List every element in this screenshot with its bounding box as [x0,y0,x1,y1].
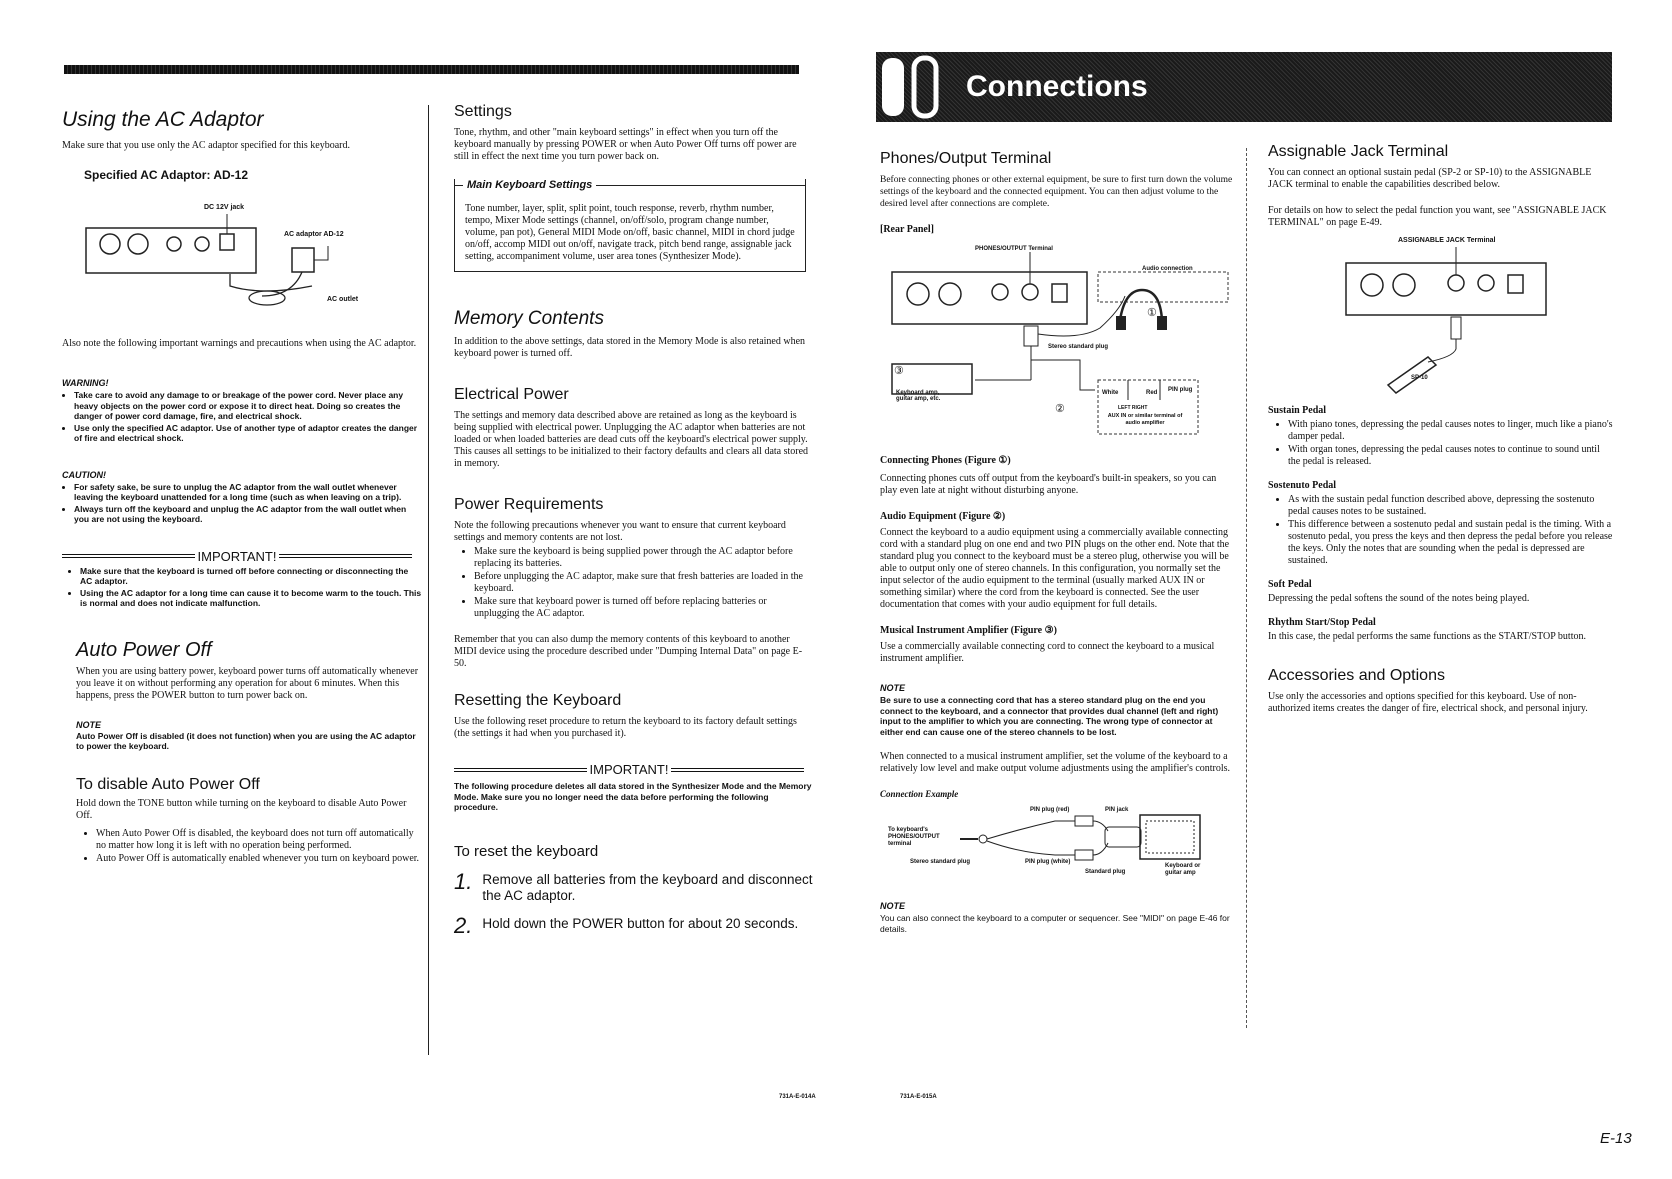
phones-when-text: When connected to a musical instrument amplifier, set the volume of the keyboard to a relatively low level and make output volume adjustments using the amplifier's controls. [880,751,1231,774]
power-title: Power Requirements [454,496,604,513]
stereo-plug-label: Stereo standard plug [1048,344,1109,350]
audio-text: Connect the keyboard to a audio equipment using a commercially available connecting cord with a standard plug on one end and two PIN plugs on the other end. Note that the standard plug you connect to the keyboard must be a stereo plug, otherwise you will be able to output only one of stereo channels. In this configuration, you normally set the input selector of the audio equipment to the terminal (usually marked AUX IN or something similar) where the cord from the keyboard is connected. See the user documentation that comes with your audio equipment for full details. [880,527,1230,610]
warning-list [62,390,422,444]
phones-note2-title: NOTE [880,901,906,911]
assign-diagram-svg [1268,237,1613,397]
ac-spec-label: Specified AC Adaptor: AD-12 [84,168,249,182]
ac-important-label: IMPORTANT! [197,548,277,564]
soft-text: Depressing the pedal softens the sound of the notes being played. [1268,593,1530,604]
ac-important-heading [62,549,412,564]
disable-item: • Auto Power Off is automatically enabled whenever you turn on keyboard power. [96,853,422,865]
right-col-2 [1268,143,1613,715]
ac-also-note: Also note the following important warnings and precautions when using the AC adaptor. [62,338,417,349]
phones-terminal-label: PHONES/OUTPUT Terminal [975,246,1053,252]
warning-title: WARNING! [62,378,109,388]
sostenuto-item: • This difference between a sostenuto pedal and sustain pedal is the timing. With a sostenuto pedal, you press the keys and then depress the pedal before you release the keys. Only the notes that are sounding when the pedal is depressed are sustained. [1288,519,1613,567]
step-text: Remove all batteries from the keyboard and disconnect the AC adaptor. [482,871,813,903]
important-item: • Using the AC adaptor for a long time can cause it to become warm to the touch. This is normal and does not indicate malfunction. [80,588,422,609]
ac-important-list [68,566,422,609]
sustain-list [1276,419,1613,468]
disable-list [84,828,422,865]
ac-diagram-svg [62,186,422,306]
power-text: Note the following precautions whenever you want to ensure that current keyboard settings and memory contents are not lost. [454,520,786,543]
connections-header [876,52,1612,122]
main-settings-text: Tone number, layer, split, split point, touch response, reverb, rhythm number, tempo, Mixer Mode settings (channel, on/off/solo, program change number, volume, pan pot), General MIDI Mode on/off, basic channel, MIDI in chord judge on/off, accomp MIDI out on/off, navigate track, pitch bend range, assignable jack setting, accompaniment volume, user area tones (Synthesizer Mode). [465,203,795,262]
ex-pin-white-label: PIN plug (white) [1025,859,1071,865]
power-remember: Remember that you can also dump the memory contents of this keyboard to another MIDI device using the procedure described under "Dumping Internal Data" on page E-50. [454,634,803,669]
power-item: • Before unplugging the AC adaptor, make sure that fresh batteries are loaded in the keyboard. [474,571,814,595]
ex-standard-label: Standard plug [1085,869,1126,875]
apo-note-text: Auto Power Off is disabled (it does not function) when you are using the AC adaptor to power the keyboard. [76,730,416,751]
phones-title: Phones/Output Terminal [880,150,1052,167]
electrical-text: The settings and memory data described above are retained as long as the keyboard is being supplied with electrical power. Unplugging the AC adaptor when batteries are not loaded or when loaded batteries are dead cuts off the keyboard's electrical power supply. This causes all settings to be initialized to their factory defaults and clears all data stored in memory. [454,410,809,469]
dc-jack-label: DC 12V jack [204,204,245,211]
adaptor-label: AC adaptor AD-12 [284,231,344,238]
white-label: White [1102,390,1119,396]
connection-example-title: Connection Example [880,789,959,799]
right-footer-code: 731A-E-015A [900,1094,937,1100]
phones-note-text: Be sure to use a connecting cord that has a stereo standard plug on the end you connect to the keyboard, and a connector that provides dual channel (left and right) input to the amplifier to which you are connecting. The wrong type of connector at either end can cause one of the stereo channels to be lost. [880,695,1219,737]
reset-step-1 [454,868,814,904]
ac-diagram [62,186,422,306]
soft-title: Soft Pedal [1268,579,1312,590]
callout-1: ① [1147,307,1157,319]
power-item: • Make sure the keyboard is being supplied power through the AC adaptor before replacing its batteries. [474,546,814,570]
sostenuto-list [1276,494,1613,567]
amp-title: Musical Instrument Amplifier (Figure ③) [880,625,1057,636]
left-col-2 [454,103,814,936]
outlet-label: AC outlet [327,296,359,303]
rhythm-title: Rhythm Start/Stop Pedal [1268,617,1376,628]
ex-to-kbd-label: To keyboard's PHONES/OUTPUT terminal [888,827,940,847]
left-col-1 [62,108,422,866]
sustain-item: • With organ tones, depressing the pedal causes notes to continue to sound until the pedal is released. [1288,444,1613,468]
left-right-label: LEFT RIGHT [1118,405,1148,411]
disable-text: Hold down the TONE button while turning on the keyboard to disable Auto Power Off. [76,797,407,821]
caution-list [62,482,422,525]
pedal-label: SP-10 [1411,375,1428,381]
power-item: • Make sure that keyboard power is turned off before replacing batteries or unplugging the AC adaptor. [474,596,814,620]
conn-phones-text: Connecting phones cuts off output from the keyboard's built-in speakers, so you can play even late at night without disturbing anyone. [880,473,1217,496]
warning-item: • Take care to avoid any damage to or breakage of the power cord. Never place any heavy objects on the power cord or expose it to direct heat. Doing so creates the danger of power cord damage, fire, and electrical shock. [74,390,422,422]
acc-text: Use only the accessories and options specified for this keyboard. Use of non-authorized items creates the danger of fire, electrical shock, and personal injury. [1268,691,1588,714]
reset-sub-title: To reset the keyboard [454,842,599,860]
step-number: 1. [454,868,473,894]
important-item: • Make sure that the keyboard is turned off before connecting or disconnecting the AC adaptor. [80,566,422,587]
left-column-divider [428,105,429,1055]
main-settings-box [454,179,806,272]
aux-label: AUX IN or similar terminal of audio amplifier [1107,413,1183,426]
assign-text: You can connect an optional sustain pedal (SP-2 or SP-10) to the ASSIGNABLE JACK terminal to enable the capabilities described below. [1268,167,1592,190]
step-number: 2. [454,912,473,938]
amp-text: Use a commercially available connecting cord to connect the keyboard to a musical instrument amplifier. [880,641,1215,664]
apo-note-label: NOTE [76,719,102,730]
settings-title: Settings [454,103,512,120]
step-text: Hold down the POWER button for about 20 seconds. [482,915,799,931]
reset-important-text: The following procedure deletes all data stored in the Synthesizer Mode and the Memory Mode. Make sure you no longer need the data before performing the following procedure. [454,781,812,812]
red-label: Red [1146,390,1158,396]
reset-step-2 [454,912,814,938]
callout-2: ② [1055,403,1065,415]
memory-text: In addition to the above settings, data stored in the Memory Mode is also retained when keyboard power is turned off. [454,336,806,359]
reset-important-heading [454,762,804,777]
sustain-item: • With piano tones, depressing the pedal causes notes to linger, much like a piano's damper pedal. [1288,419,1613,443]
ac-title: Using the AC Adaptor [62,108,264,131]
left-header-bar [64,65,799,74]
phones-diagram [880,240,1235,445]
sustain-title: Sustain Pedal [1268,405,1327,416]
assign-title: Assignable Jack Terminal [1268,143,1449,160]
acc-title: Accessories and Options [1268,667,1445,684]
phones-note2-text: You can also connect the keyboard to a computer or sequencer. See "MIDI" on page E-46 for details. [880,913,1230,934]
disable-title: To disable Auto Power Off [76,775,260,793]
left-footer-code: 731A-E-014A [779,1094,816,1100]
phones-diagram-svg [880,240,1235,445]
ex-stereo-label: Stereo standard plug [910,859,971,865]
connections-title: Connections [966,70,1148,103]
main-settings-title: Main Keyboard Settings [467,179,593,191]
power-list [462,546,814,620]
electrical-title: Electrical Power [454,386,569,403]
reset-important-label: IMPORTANT! [589,762,669,777]
audio-title: Audio Equipment (Figure ②) [880,511,1006,522]
ex-pin-red-label: PIN plug (red) [1030,807,1070,813]
settings-text: Tone, rhythm, and other "main keyboard settings" in effect when you turn off the keyboard manually by pressing POWER or when Auto Power Off turns off power are still in effect the next time you turn power back on. [454,127,797,162]
reset-title: Resetting the Keyboard [454,692,622,709]
memory-title: Memory Contents [454,308,604,329]
assign-jack-label: ASSIGNABLE JACK Terminal [1398,237,1496,244]
right-col-1 [880,150,1235,934]
warning-item: • Use only the specified AC adaptor. Use of another type of adaptor creates the danger of fire and electrical shock. [74,423,422,444]
caution-item: • For safety sake, be sure to unplug the AC adaptor from the wall outlet whenever leaving the keyboard unattended for a long time (such as when leaving on a trip). [74,482,422,503]
page-number: E-13 [1600,1130,1632,1147]
sostenuto-item: • As with the sustain pedal function described above, depressing the sostenuto pedal causes notes to be sustained. [1288,494,1613,518]
callout-3: ③ [894,365,904,377]
pin-plug-label: PIN plug [1168,387,1193,393]
audio-connection-label: Audio connection [1142,266,1193,272]
amp-label: Keyboard amp, guitar amp, etc. [896,390,941,402]
right-column-divider [1246,148,1247,1028]
sostenuto-title: Sostenuto Pedal [1268,480,1337,491]
phones-text: Before connecting phones or other external equipment, be sure to first turn down the volume settings of the keyboard and the connected equipment. You can then adjust volume to the desired level after connections are complete. [880,175,1233,209]
ac-intro: Make sure that you use only the AC adaptor specified for this keyboard. [62,140,350,151]
disable-item: • When Auto Power Off is disabled, the keyboard does not turn off automatically no matter how long it is left with no operation being performed. [96,828,422,852]
apo-title: Auto Power Off [76,638,212,661]
phones-note-title: NOTE [880,683,906,693]
apo-note-title [76,720,422,730]
caution-item: • Always turn off the keyboard and unplug the AC adaptor from the wall outlet when you are not using the keyboard. [74,504,422,525]
rear-panel-label: [Rear Panel] [880,224,934,235]
ex-amp-label: Keyboard or guitar amp [1165,863,1201,876]
caution-title: CAUTION! [62,469,106,480]
connection-example-diagram [880,807,1235,897]
assign-diagram [1268,237,1613,397]
conn-phones-title: Connecting Phones (Figure ①) [880,455,1011,466]
connection-example-svg [880,807,1235,897]
assign-details: For details on how to select the pedal function you want, see "ASSIGNABLE JACK TERMINAL" on page E-49. [1268,205,1607,228]
reset-text: Use the following reset procedure to return the keyboard to its factory default settings (the settings it had when you purchased it). [454,716,797,739]
rhythm-text: In this case, the pedal performs the same functions as the START/STOP button. [1268,631,1586,642]
bracket-icon [880,52,950,122]
apo-text: When you are using battery power, keyboard power turns off automatically whenever you leave it on without performing any operation for about 6 minutes. When this happens, press the POWER button to turn power back on. [76,665,419,701]
ex-pin-jack-label: PIN jack [1105,807,1129,813]
